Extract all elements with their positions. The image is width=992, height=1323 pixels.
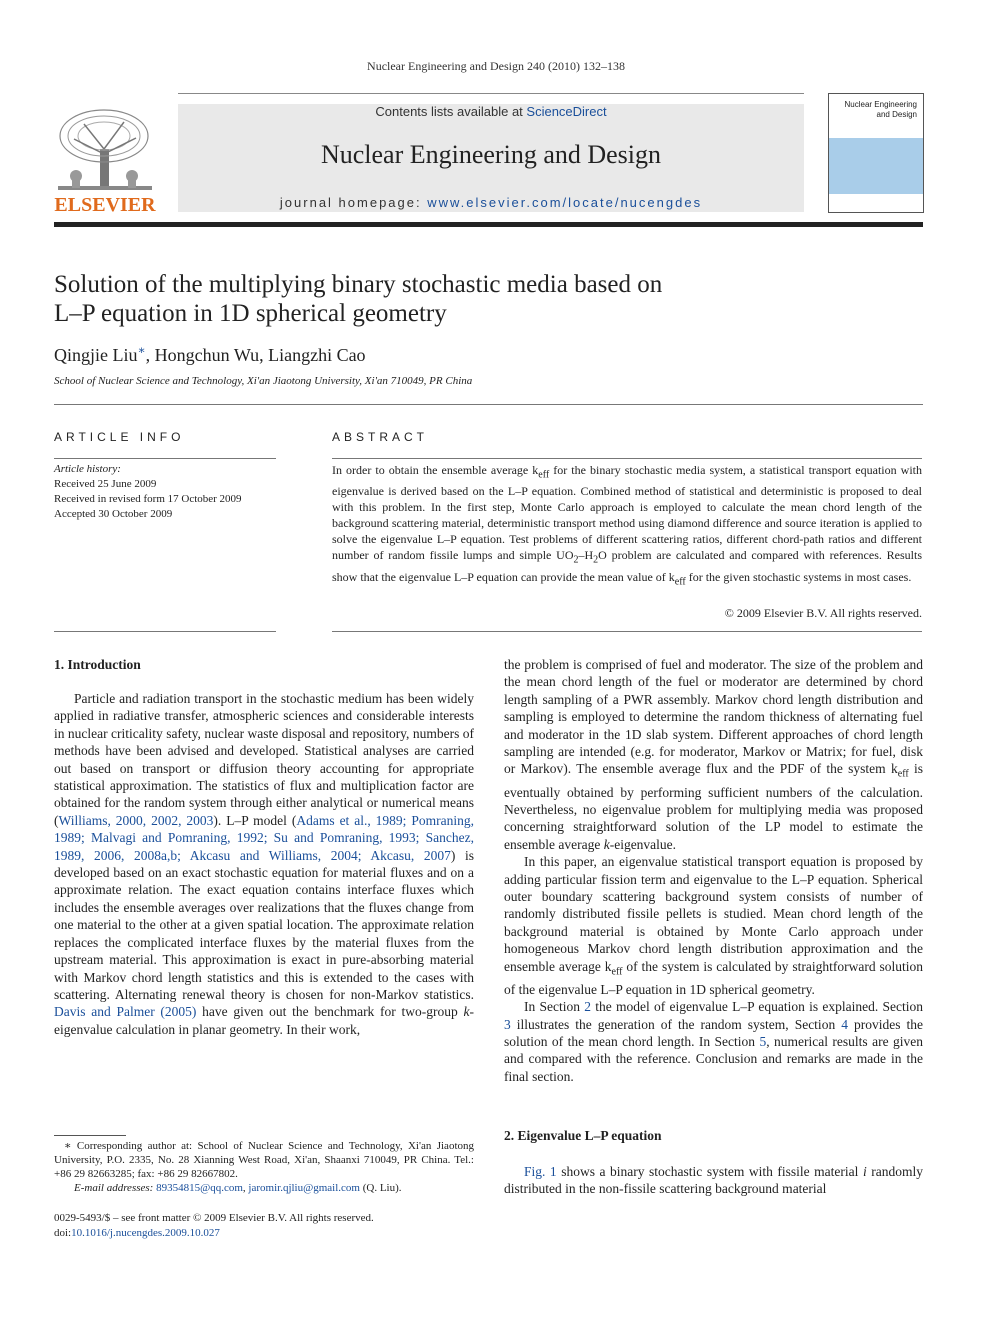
abstract-text: In order to obtain the ensemble average $k_{eff}$ for the binary stochastic media system, a statistical transport equation with eigenvalue is derived based on the L–P equation. Combined method of statistical and deterministic is proposed to deal with this problem. In the first step, Monte Carlo approach is employed to calculate the mean chord length of the background scattering material, deterministic transport method using diamond difference and source iteration is applied to solve the eigenvalue L–P equation. Test problems of different scattering ratios, different chord-path ratios and different number of random fissile lumps and simple $UO_2-H_2O$ problem are calculated and compared with references. Results show that the eigenvalue L–P equation can provide the mean value of $k_{eff}$ for the given stochastic systems in most cases. — [332, 463, 922, 588]
article-info-rule — [54, 458, 276, 459]
homepage-prefix: journal homepage: — [279, 195, 428, 210]
author-list: Qingjie Liu∗, Hongchun Wu, Liangzhi Cao — [54, 343, 366, 365]
article-history: Article history: Received 25 June 2009 Received in revised form 17 October 2009 Accepted 30 October 2009 — [54, 463, 242, 520]
copyright-notice: © 2009 Elsevier B.V. All rights reserved. — [724, 606, 922, 620]
cover-image-block — [829, 138, 923, 194]
title-rule — [54, 404, 923, 405]
ref-fig-1[interactable]: Fig. 1 — [524, 1164, 557, 1179]
ref-section-5[interactable]: 5 — [759, 1033, 767, 1049]
intro-paragraph-1: Particle and radiation transport in the stochastic medium has been widely applied in radiative transfer, atmospheric sciences and considerable interests in nuclear criticality safety, nuclear waste disposal and repository, numbers of methods have been advised and developed. Statistical analyses are carried out based on transport or diffusion theory accounting for appropriate statistical approximation. The statistics of flux and multiplication factor are obtained for the random system through either analytical or numerical means (Williams, 2000, 2002, 2003). L–P model (Adams et al., 1989; Pomraning, 1989; Malvagi and Pomraning, 1992; Su and Pomraning, 1993; Sanchez, 1989, 2006, 2008a,b; Akcasu and Williams, 2004; Akcasu, 2007) is developed based on an exact stochastic equation for material fluxes and on a approximate relation. The exact equation contains interface fluxes which includes the ensemble averages over realizations that the fluxes change from one material to the other at a given spatial location. The approximate relation replaces the complicated interface fluxes by the material fluxes from the upstream material. This approximation is exact in pure-absorbing material with Markov chord length statistics and this is extended to the cases with scattering. Alternating renewal theory is chosen for non-Markov statistics. Davis and Palmer (2005) have given out the benchmark for two-group k-eigenvalue calculation in planar geometry. In their work, — [54, 691, 475, 1037]
cover-title: Nuclear Engineering and Design — [844, 100, 917, 119]
sciencedirect-link[interactable]: ScienceDirect — [526, 104, 607, 119]
article-title: Solution of the multiplying binary stochastic media based on L–P equation in 1D spherical geometry — [54, 271, 663, 327]
abstract-bottom-rule — [332, 631, 922, 632]
header-top-rule — [178, 93, 804, 94]
journal-cover-thumbnail — [828, 93, 924, 213]
corresponding-author-mark[interactable]: ∗ — [137, 343, 146, 357]
ref-lp-model[interactable]: Adams et al., 1989; Pomraning, 1989; Malvagi and Pomraning, 1992; Su and Pomraning, 1993; Sanchez, 1989, 2006, 2008a,b; Akcasu and Williams, 2004; Akcasu, 2007 — [54, 812, 475, 863]
email-link-2[interactable]: jaromir.qjliu@gmail.com — [248, 1182, 360, 1194]
intro-paragraph-2: the problem is comprised of fuel and moderator. The size of the problem and the mean chord length of the fuel or moderator are determined by chord length sampling of a PWR assembly. Markov chord length distribution and sampling is employed to determine the random thickness of alternating fuel and moderator in the 1D slab system. Different approaches of chord length sampling are intended (e.g. for moderator, Markov or Matrix; for fuel, disk or Markov). The ensemble average flux and the PDF of the system $k_{eff}$ is eventually obtained by performing sufficient numbers of the calculation. Nevertheless, no eigenvalue problem for multiplying media was proposed concerning straightforward solution of the LP model to estimate the ensemble average k-eigenvalue. — [504, 657, 923, 852]
intro-column-left — [54, 690, 474, 1038]
abstract-heading: ABSTRACT — [332, 430, 429, 444]
author-name: Qingjie Liu — [54, 345, 138, 365]
ref-section-2[interactable]: 2 — [584, 999, 591, 1015]
header-thick-rule — [54, 222, 923, 227]
footnote-rule — [54, 1135, 126, 1136]
contents-prefix: Contents lists available at — [375, 104, 527, 119]
article-info-heading: ARTICLE INFO — [54, 430, 185, 444]
intro-column-right — [504, 656, 923, 1085]
info-bottom-rule — [54, 631, 276, 632]
corresponding-author-footnote: ∗ Corresponding author at: School of Nuclear Science and Technology, Xi'an Jiaotong University, P.O. 2335, No. 28 Xianning West Road, Xi'an, Shaanxi 710049, PR China. Tel.: +86 29 82663285; fax: +86 29 82667802. E-mail addresses: 89354815@qq.com, jaromir.qjliu@gmail.com (Q. Liu). — [54, 1140, 474, 1194]
section-2-text: Fig. 1 shows a binary stochastic system with fissile material i randomly distributed in the non-fissile scattering background material — [504, 1164, 923, 1197]
section-2-heading: 2. Eigenvalue L–P equation — [504, 1128, 662, 1143]
journal-banner — [178, 104, 804, 212]
intro-paragraph-3: In this paper, an eigenvalue statistical transport equation is proposed by adding particular fission term and eigenvalue to the L–P equation. Spherical outer boundary scattering background system consists of number of randomly distributed fissile pellets is studied. Mean chord length of the background material is obtained by Monte Carlo approach under homogeneous Markov chord length distribution approximation and the ensemble average $k_{eff}$ of the system is calculated by straightforward solution of the eigenvalue L–P equation in 1D spherical geometry. — [504, 854, 924, 997]
doi-link[interactable]: 10.1016/j.nucengdes.2009.10.027 — [71, 1227, 220, 1239]
journal-citation: Nuclear Engineering and Design 240 (2010) 132–138 — [367, 59, 625, 73]
homepage-link[interactable]: www.elsevier.com/locate/nucengdes — [427, 195, 703, 210]
ref-section-4[interactable]: 4 — [841, 1016, 848, 1032]
ref-section-3[interactable]: 3 — [504, 1016, 511, 1032]
journal-homepage — [178, 195, 804, 210]
ref-davis-palmer[interactable]: Davis and Palmer (2005) — [54, 1004, 197, 1020]
abstract-rule — [332, 458, 922, 459]
journal-name: Nuclear Engineering and Design — [320, 140, 662, 169]
intro-paragraph-4: In Section 2 the model of eigenvalue L–P equation is explained. Section 3 illustrates the generation of the random system, Section 4 provides the solution of the mean chord length. In Section 5, numerical results are given and compared with the reference. Conclusion and remarks are made in the final section. — [504, 999, 923, 1084]
contents-line — [178, 104, 804, 119]
email-link-1[interactable]: 89354815@qq.com — [156, 1182, 243, 1194]
elsevier-wordmark: ELSEVIER — [54, 194, 156, 216]
issn-doi-block: 0029-5493/$ – see front matter © 2009 Elsevier B.V. All rights reserved. doi:10.1016/j.nucengdes.2009.10.027 — [54, 1212, 374, 1239]
ref-williams[interactable]: Williams, 2000, 2002, 2003 — [58, 812, 214, 828]
affiliation: School of Nuclear Science and Technology, Xi'an Jiaotong University, Xi'an 710049, PR China — [54, 375, 473, 387]
section-1-heading: 1. Introduction — [54, 657, 141, 672]
